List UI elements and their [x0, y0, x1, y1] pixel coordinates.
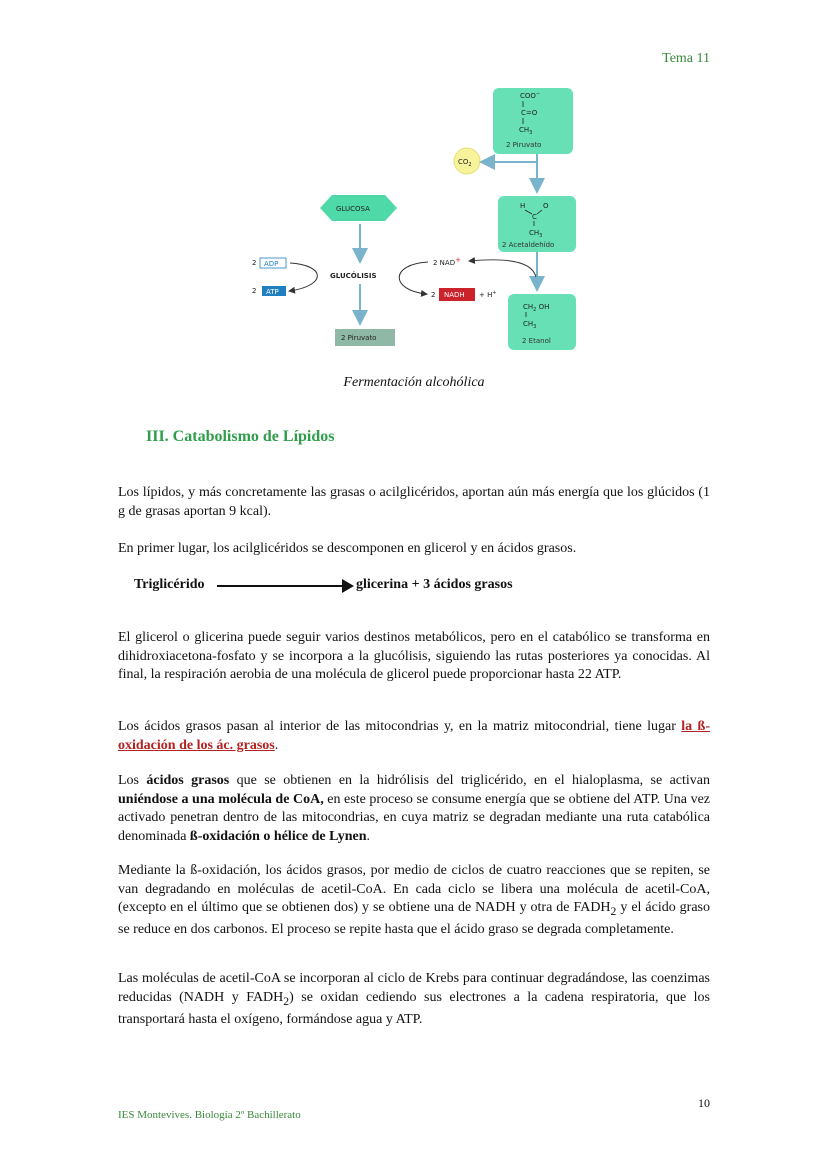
reaction-products: glicerina + 3 ácidos grasos	[356, 577, 513, 592]
p4-end: .	[274, 737, 279, 753]
p4-text: Los ácidos grasos pasan al interior de las mitocondrias y, en la matriz mitocondrial, tiene lugar	[118, 719, 682, 734]
paragraph-beta-oxidation	[118, 862, 710, 940]
ethanol-box	[508, 294, 576, 350]
page-footer: IES Montevives. Biología 2º Bachillerato	[118, 1109, 301, 1121]
svg-text:ATP: ATP	[266, 288, 279, 296]
svg-text:CH2 OH: $CH_2$ OH	[523, 303, 550, 313]
co2-bubble	[454, 148, 480, 174]
p5-a: Los	[118, 773, 147, 788]
glucose-node	[320, 195, 397, 221]
p5-e: en este proceso se consume energía que se obtiene del ATP. Una vez activado penetran dentro de las mitocondrias, en cuya matriz se degradan mediante una ruta catabólica denominada	[118, 791, 710, 844]
paragraph-lipids-energy: Los lípidos, y más concretamente las grasas o acilglicéridos, aportan aún más energía que los glúcidos (1 g de grasas aportan 9 kcal).	[118, 485, 710, 519]
alcoholic-fermentation-diagram	[240, 82, 600, 357]
svg-text:2: 2	[252, 287, 257, 295]
figure-caption: Fermentación alcohólica	[343, 375, 485, 390]
p7-a: Las moléculas de acetil-CoA se incorporan al ciclo de Krebs para continuar degradándose, las coenzimas reducidas (NADH y FADH	[118, 971, 710, 1005]
svg-text:C: C	[532, 213, 537, 221]
svg-text:CO2: $CO_2$	[458, 158, 472, 168]
reaction-reactant: Triglicérido	[134, 577, 205, 592]
svg-text:+ H+: + H+	[479, 290, 497, 299]
p7-b: ) se oxidan cediendo sus electrones a la cadena respiratoria, que los transportará hasta el oxígeno, formándose agua y ATP.	[118, 989, 710, 1027]
nad-label: 2 NAD+	[433, 256, 461, 267]
svg-text:2 Piruvato: 2 Piruvato	[506, 141, 542, 149]
page-number: 10	[698, 1096, 710, 1110]
p5-g: .	[366, 828, 370, 844]
paragraph-activation	[118, 772, 710, 846]
acetaldehyde-box	[498, 196, 576, 252]
paragraph-fatty-acids-mitochondria	[118, 718, 710, 755]
svg-text:2 Acetaldehído: 2 Acetaldehído	[502, 241, 555, 249]
svg-text:GLUCOSA: GLUCOSA	[336, 205, 370, 213]
paragraph-acylglycerides: En primer lugar, los acilglicéridos se descomponen en glicerol y en ácidos grasos.	[118, 541, 577, 556]
adp-label	[252, 258, 286, 268]
svg-text:2 Etanol: 2 Etanol	[522, 337, 551, 345]
nadh-label	[431, 288, 497, 301]
triglyceride-reaction	[134, 576, 554, 596]
svg-text:CH3: $CH_3$	[523, 320, 537, 330]
pyruvate-top-box	[493, 88, 573, 154]
svg-text:2: 2	[431, 291, 436, 299]
p5-c: que se obtienen en la hidrólisis del triglicérido, en el hialoplasma, se activan	[229, 773, 711, 788]
paragraph-krebs	[118, 970, 710, 1029]
p6-sub: 2	[610, 904, 617, 918]
p5-f: ß-oxidación o hélice de Lynen	[189, 828, 367, 844]
svg-text:2: 2	[252, 259, 257, 267]
atp-label	[252, 286, 286, 296]
p5-d: uniéndose a una molécula de CoA,	[118, 791, 324, 807]
svg-text:ADP: ADP	[264, 260, 279, 268]
svg-text:H: H	[520, 202, 526, 210]
arrow-nad-to-nadh	[399, 262, 428, 294]
svg-text:NADH: NADH	[444, 291, 465, 299]
svg-text:CH3: $CH_3$	[519, 126, 533, 136]
svg-text:C=O: C=O	[521, 109, 538, 117]
p6-a: Mediante la ß-oxidación, los ácidos grasos, por medio de ciclos de cuatro reacciones que se repiten, se van degradando en moléculas de acetil-CoA. En cada ciclo se libera una molécula de acetil-CoA, (excepto en el último que se obtienen dos) y se obtiene una de NADH y otra de FADH	[118, 863, 710, 915]
svg-text:2 Piruvato: 2 Piruvato	[341, 334, 377, 342]
svg-text:CH3: $CH_3$	[529, 229, 543, 239]
glycolysis-label: GLUCÓLISIS	[330, 272, 377, 280]
p6-b: y el ácido graso se reduce en dos carbonos. El proceso se repite hasta que el ácido graso se degrada completamente.	[118, 900, 710, 938]
arrow-nadh-to-nad	[470, 260, 536, 277]
paragraph-glycerol: El glicerol o glicerina puede seguir varios destinos metabólicos, pero en el catabólico se transforma en dihidroxiacetona-fosfato y se incorpora a la glucólisis, siguiendo las rutas posteriores ya conocidas. Al final, la respiración aerobia de una molécula de glicerol puede proporcionar hasta 22 ATP.	[118, 630, 710, 682]
beta-oxidation-link[interactable]: la ß-oxidación de los ác. grasos	[118, 719, 710, 753]
svg-text:O: O	[543, 202, 549, 210]
reaction-arrow-head	[342, 579, 354, 593]
reaction-arrow-line	[217, 585, 344, 587]
pyruvate-bottom-box	[335, 329, 395, 346]
arrow-adp-to-atp	[290, 263, 317, 291]
p7-sub: 2	[283, 994, 290, 1008]
page-header-topic: Tema 11	[662, 51, 710, 66]
section-title: III. Catabolismo de Lípidos	[146, 428, 335, 445]
arrow-pyruvate-to-co2	[483, 154, 537, 162]
svg-text:COO−: COO−	[520, 91, 541, 100]
p5-b: ácidos grasos	[146, 773, 230, 788]
